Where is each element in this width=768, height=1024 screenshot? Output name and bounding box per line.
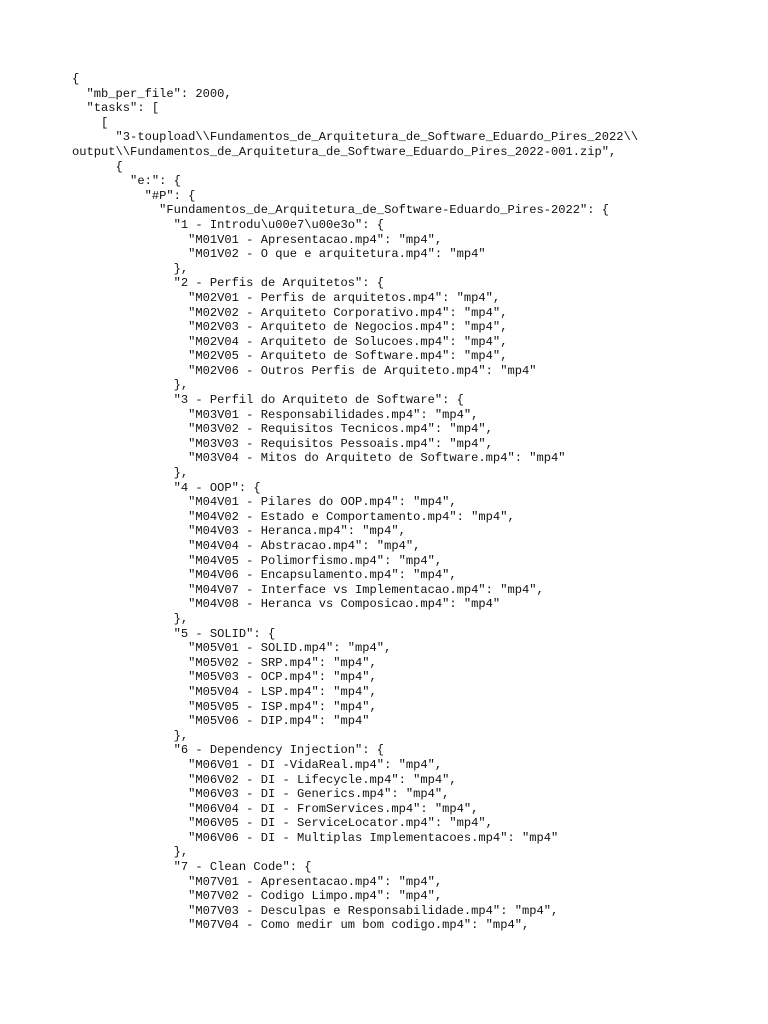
code-line: "7 - Clean Code": { <box>72 860 312 875</box>
code-line: "mb_per_file": 2000, <box>72 86 232 101</box>
code-line: output\\Fundamentos_de_Arquitetura_de_Software_Eduardo_Pires_2022-001.zip", <box>72 144 617 159</box>
code-line: }, <box>72 845 189 860</box>
code-line: "4 - OOP": { <box>72 480 261 495</box>
code-line: "M07V04 - Como medir um bom codigo.mp4": "mp4", <box>72 918 530 933</box>
code-line: "M05V01 - SOLID.mp4": "mp4", <box>72 641 392 656</box>
code-line: "M02V05 - Arquiteto de Software.mp4": "mp4", <box>72 349 508 364</box>
code-line: "M06V04 - DI - FromServices.mp4": "mp4", <box>72 801 479 816</box>
code-line: "M02V02 - Arquiteto Corporativo.mp4": "mp4", <box>72 305 508 320</box>
code-line: "M02V03 - Arquiteto de Negocios.mp4": "mp4", <box>72 320 508 335</box>
code-line: "6 - Dependency Injection": { <box>72 743 385 758</box>
code-line: "5 - SOLID": { <box>72 626 276 641</box>
code-line: "M02V01 - Perfis de arquitetos.mp4": "mp4", <box>72 290 501 305</box>
code-line: "M07V03 - Desculpas e Responsabilidade.mp4": "mp4", <box>72 903 559 918</box>
code-line: "M07V01 - Apresentacao.mp4": "mp4", <box>72 874 443 889</box>
code-line: }, <box>72 611 189 626</box>
code-line: "M04V01 - Pilares do OOP.mp4": "mp4", <box>72 495 457 510</box>
code-line: "tasks": [ <box>72 101 160 116</box>
code-line: "Fundamentos_de_Arquitetura_de_Software-Eduardo_Pires-2022": { <box>72 203 610 218</box>
code-line: "#P": { <box>72 188 196 203</box>
code-line: "M06V06 - DI - Multiplas Implementacoes.mp4": "mp4" <box>72 830 559 845</box>
code-line: "M04V08 - Heranca vs Composicao.mp4": "mp4" <box>72 597 501 612</box>
code-line: "M04V03 - Heranca.mp4": "mp4", <box>72 524 406 539</box>
code-line: "M05V02 - SRP.mp4": "mp4", <box>72 655 377 670</box>
code-line: [ <box>72 115 109 130</box>
code-line: "M04V04 - Abstracao.mp4": "mp4", <box>72 539 421 553</box>
code-line: "M05V03 - OCP.mp4": "mp4", <box>72 670 377 685</box>
code-line: "M03V03 - Requisitos Pessoais.mp4": "mp4", <box>72 436 493 451</box>
json-code-block <box>72 72 638 933</box>
code-line: "M03V04 - Mitos do Arquiteto de Software.mp4": "mp4" <box>72 451 566 466</box>
code-line: "M04V05 - Polimorfismo.mp4": "mp4", <box>72 553 443 568</box>
code-line: "M04V02 - Estado e Comportamento.mp4": "mp4", <box>72 509 515 524</box>
code-line: "2 - Perfis de Arquitetos": { <box>72 276 385 291</box>
code-line: }, <box>72 261 189 276</box>
code-line: "M05V05 - ISP.mp4": "mp4", <box>72 699 377 714</box>
code-line: "M06V02 - DI - Lifecycle.mp4": "mp4", <box>72 772 457 787</box>
code-line: "M02V04 - Arquiteto de Solucoes.mp4": "mp4", <box>72 334 508 349</box>
code-line: "M03V01 - Responsabilidades.mp4": "mp4", <box>72 407 479 422</box>
code-line: "M01V02 - O que e arquitetura.mp4": "mp4" <box>72 247 486 262</box>
code-line: "M04V06 - Encapsulamento.mp4": "mp4", <box>72 568 457 583</box>
code-line: "M06V05 - DI - ServiceLocator.mp4": "mp4", <box>72 816 493 831</box>
code-line: "M06V01 - DI -VidaReal.mp4": "mp4", <box>72 757 443 772</box>
code-line: "M01V01 - Apresentacao.mp4": "mp4", <box>72 232 443 247</box>
code-line: { <box>72 72 80 86</box>
code-line: "M07V02 - Codigo Limpo.mp4": "mp4", <box>72 889 443 904</box>
code-line: "M02V06 - Outros Perfis de Arquiteto.mp4": "mp4" <box>72 363 537 378</box>
code-line: }, <box>72 466 189 481</box>
code-line: "e:": { <box>72 174 181 189</box>
code-line: { <box>72 159 123 174</box>
code-line: "M05V06 - DIP.mp4": "mp4" <box>72 714 370 729</box>
code-line: "M04V07 - Interface vs Implementacao.mp4": "mp4", <box>72 582 544 597</box>
code-line: "M05V04 - LSP.mp4": "mp4", <box>72 684 377 699</box>
code-line: "M06V03 - DI - Generics.mp4": "mp4", <box>72 787 450 802</box>
code-line: "3-toupload\\Fundamentos_de_Arquitetura_de_Software_Eduardo_Pires_2022\\ <box>72 130 639 145</box>
code-line: "1 - Introdu\u00e7\u00e3o": { <box>72 217 385 232</box>
code-line: "M03V02 - Requisitos Tecnicos.mp4": "mp4", <box>72 422 493 437</box>
code-line: }, <box>72 728 189 743</box>
code-line: "3 - Perfil do Arquiteto de Software": { <box>72 393 464 408</box>
code-line: }, <box>72 378 189 393</box>
